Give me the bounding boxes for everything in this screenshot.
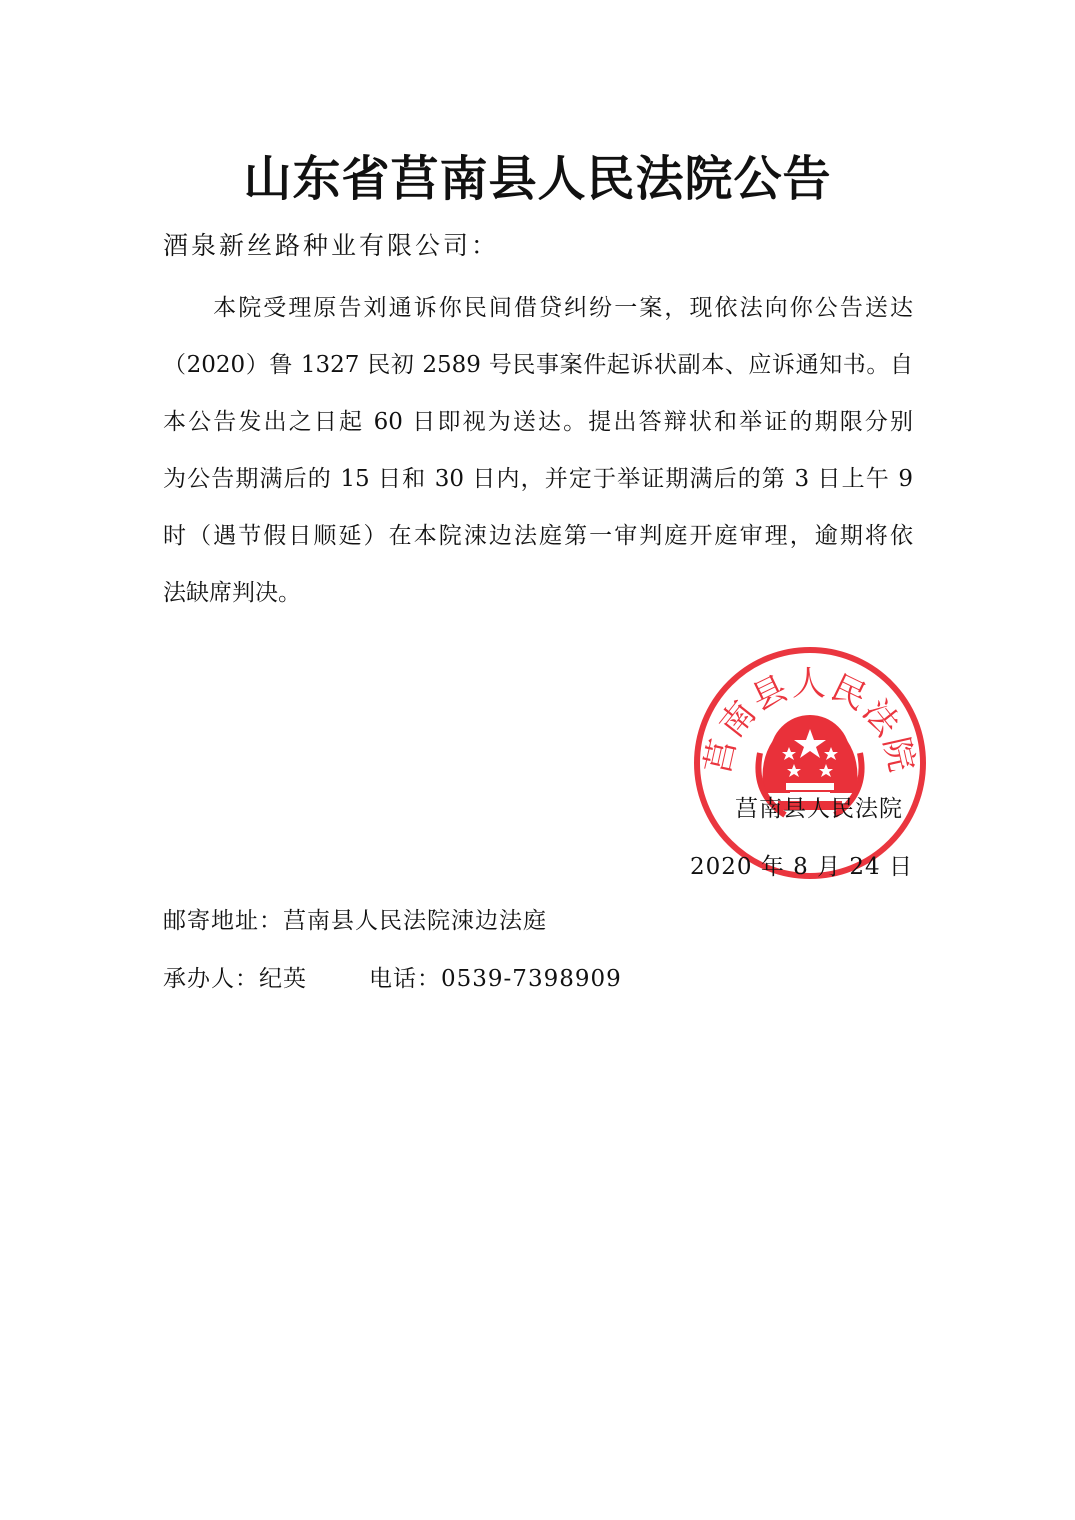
notice-body — [163, 280, 913, 622]
body-line: 时（遇节假日顺延）在本院涑边法庭第一审判庭开庭审理，逾期将依 — [163, 523, 913, 549]
mail-address: 邮寄地址：莒南县人民法院涑边法庭 — [163, 908, 547, 934]
body-line: 法缺席判决。 — [163, 580, 301, 606]
addressee: 酒泉新丝路种业有限公司： — [163, 231, 500, 260]
notice-title: 山东省莒南县人民法院公告 — [243, 151, 832, 207]
body-line: 本院受理原告刘通诉你民间借贷纠纷一案，现依法向你公告送达 — [163, 295, 913, 321]
seal-arc-text: 莒南县人民法院 — [697, 664, 923, 778]
court-seal — [690, 643, 930, 883]
body-line: （2020）鲁 1327 民初 2589 号民事案件起诉状副本、应诉通知书。自 — [163, 352, 913, 378]
signature-date: 2020 年 8 月 24 日 — [690, 854, 913, 880]
phone: 电话：0539-7398909 — [369, 966, 622, 992]
signature-court: 莒南县人民法院 — [735, 796, 903, 822]
handler: 承办人：纪英 — [163, 966, 307, 992]
contact-line — [163, 960, 622, 993]
body-line: 本公告发出之日起 60 日即视为送达。提出答辩状和举证的期限分别 — [163, 409, 913, 435]
body-line: 为公告期满后的 15 日和 30 日内，并定于举证期满后的第 3 日上午 9 — [163, 466, 913, 492]
